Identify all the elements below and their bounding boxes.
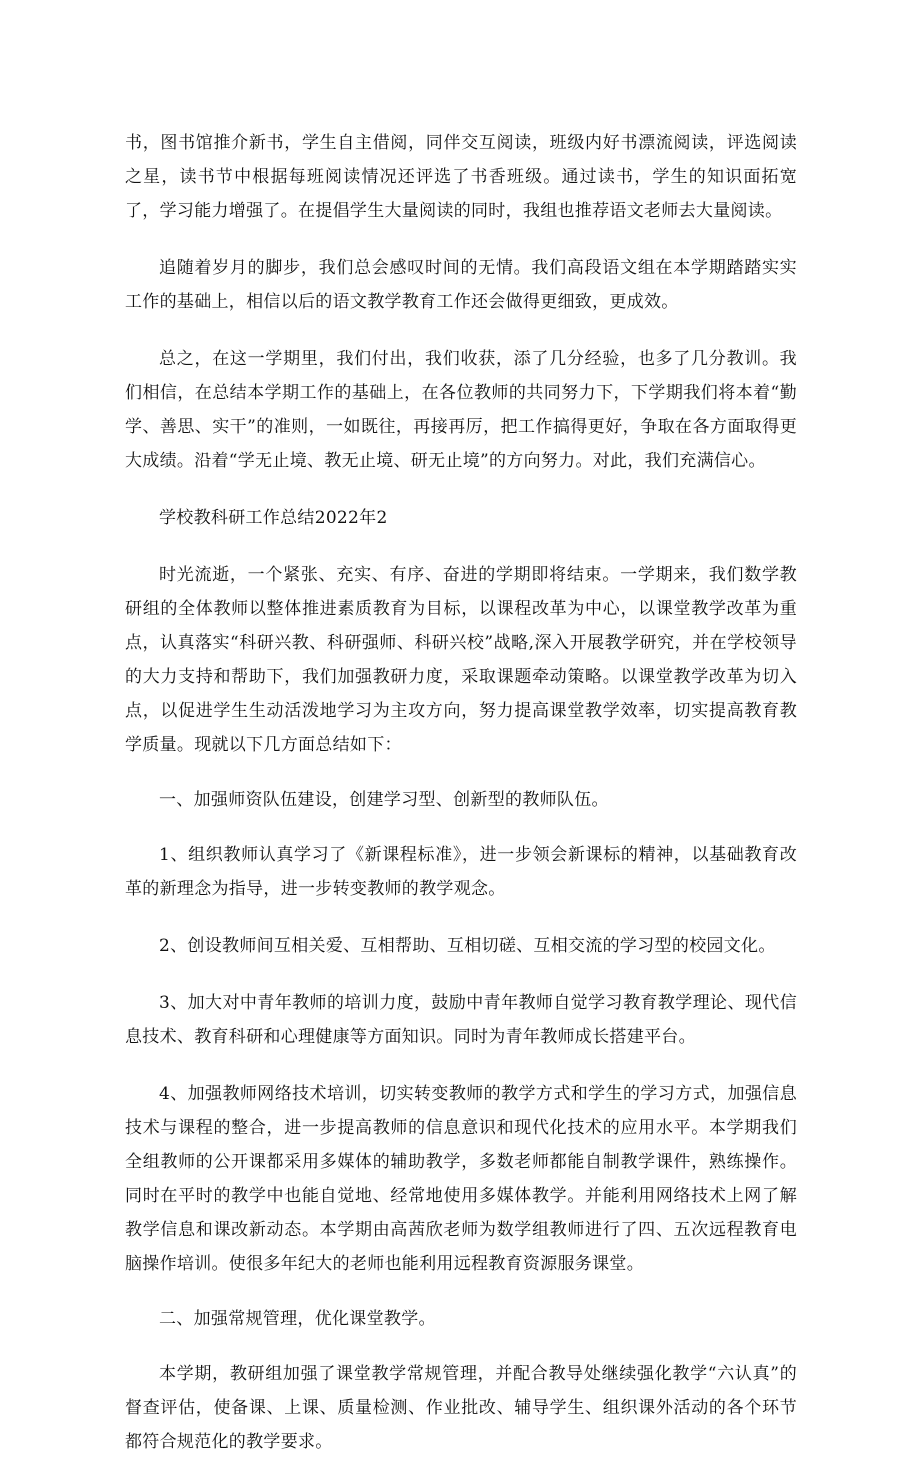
document-page <box>125 126 797 1459</box>
heading-routine-management: 二、加强常规管理，优化课堂教学。 <box>159 1309 436 1329</box>
paragraph-time-reflection: 追随着岁月的脚步，我们总会感叹时间的无情。我们高段语文组在本学期踏踏实实工作的基础上，相信以后的语文教学教育工作还会做得更细致，更成效。 <box>125 258 797 312</box>
paragraph-management-detail: 本学期，教研组加强了课堂教学常规管理，并配合教导处继续强化教学“六认真”的督查评估，使备课、上课、质量检测、作业批改、辅导学生、组织课外活动的各个环节都符合规范化的教学要求。 <box>125 1364 797 1452</box>
paragraph-reading-activities: 书，图书馆推介新书，学生自主借阅，同伴交互阅读，班级内好书漂流阅读，评选阅读之星，读书节中根据每班阅读情况还评选了书香班级。通过读书，学生的知识面拓宽了，学习能力增强了。在提倡学生大量阅读的同时，我组也推荐语文老师去大量阅读。 <box>125 133 797 221</box>
list-item-4: 4、加强教师网络技术培训，切实转变教师的教学方式和学生的学习方式，加强信息技术与课程的整合，进一步提高教师的信息意识和现代化技术的应用水平。本学期我们全组教师的公开课都采用多媒体的辅助教学，多数老师都能自制教学课件，熟练操作。同时在平时的教学中也能自觉地、经常地使用多媒体教学。并能利用网络技术上网了解教学信息和课改新动态。本学期由高茜欣老师为数学组教师进行了四、五次远程教育电脑操作培训。使很多年纪大的老师也能利用远程教育资源服务课堂。 <box>125 1084 797 1274</box>
paragraph-intro: 时光流逝，一个紧张、充实、有序、奋进的学期即将结束。一学期来，我们数学教研组的全体教师以整体推进素质教育为目标，以课程改革为中心，以课堂教学改革为重点，认真落实“科研兴教、科研强师、科研兴校”战略,深入开展教学研究，并在学校领导的大力支持和帮助下，我们加强教研力度，采取课题牵动策略。以课堂教学改革为切入点，以促进学生生动活泼地学习为主攻方向，努力提高课堂教学效率，切实提高教育教学质量。现就以下几方面总结如下： <box>125 565 797 755</box>
list-item-2: 2、创设教师间互相关爱、互相帮助、互相切磋、互相交流的学习型的校园文化。 <box>159 936 776 956</box>
list-item-3: 3、加大对中青年教师的培训力度，鼓励中青年教师自觉学习教育教学理论、现代信息技术、教育科研和心理健康等方面知识。同时为青年教师成长搭建平台。 <box>125 993 797 1047</box>
paragraph-conclusion: 总之，在这一学期里，我们付出，我们收获，添了几分经验，也多了几分教训。我们相信，在总结本学期工作的基础上，在各位教师的共同努力下，下学期我们将本着“勤学、善思、实干”的准则，一如既往，再接再厉，把工作搞得更好，争取在各方面取得更大成绩。沿着“学无止境、教无止境、研无止境”的方向努力。对此，我们充满信心。 <box>125 349 797 471</box>
list-item-1: 1、组织教师认真学习了《新课程标准》，进一步领会新课标的精神，以基础教育改革的新理念为指导，进一步转变教师的教学观念。 <box>125 845 797 899</box>
section-title: 学校教科研工作总结2022年2 <box>159 508 388 528</box>
heading-teacher-team: 一、加强师资队伍建设，创建学习型、创新型的教师队伍。 <box>159 790 609 810</box>
